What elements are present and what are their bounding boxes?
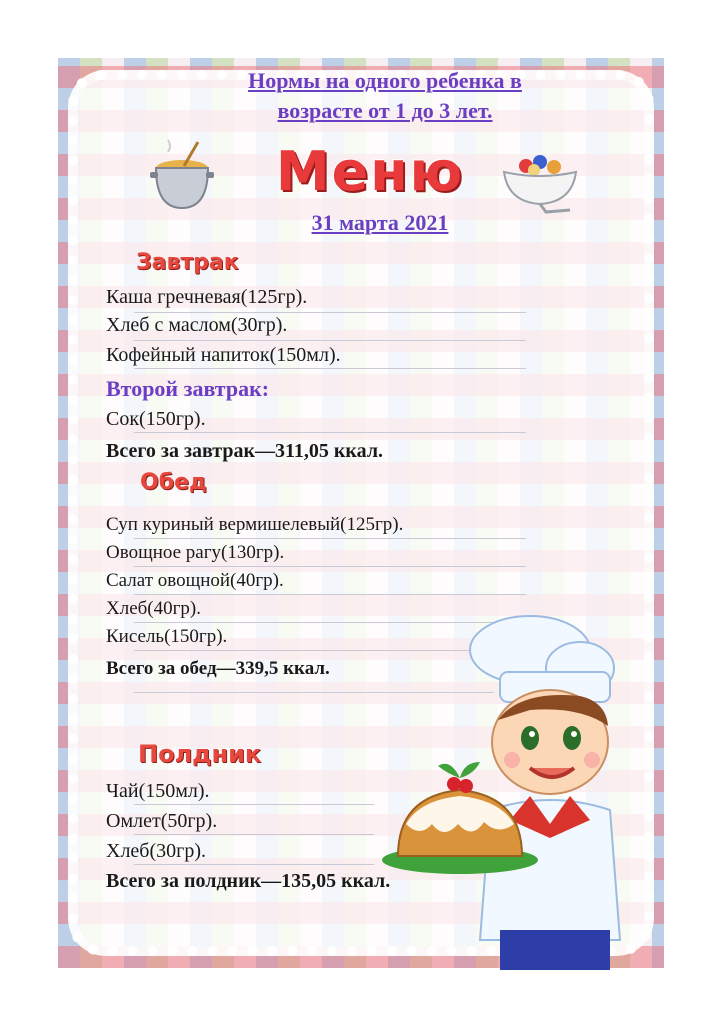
breakfast-rule-3 — [134, 368, 526, 369]
breakfast-rule-2 — [134, 340, 526, 341]
breakfast-item-1: Каша гречневая(125гр). — [106, 286, 308, 308]
header-line-2: возрасте от 1 до 3 лет. — [277, 98, 493, 123]
breakfast-item-3: Кофейный напиток(150мл). — [106, 344, 341, 366]
menu-title: Меню — [275, 140, 465, 203]
lunch-item-1: Суп куриный вермишелевый(125гр). — [106, 514, 404, 535]
chef-illustration — [380, 610, 660, 970]
snack-rule-3 — [134, 864, 374, 865]
breakfast-item-2: Хлеб с маслом(30гр). — [106, 314, 288, 336]
breakfast-heading: Завтрак — [136, 250, 239, 275]
second-breakfast-rule — [134, 432, 526, 433]
lunch-rule-1 — [134, 538, 526, 539]
menu-date: 31 марта 2021 — [311, 210, 449, 235]
snack-item-1: Чай(150мл). — [106, 780, 210, 802]
lunch-item-5: Кисель(150гр). — [106, 626, 228, 647]
cereal-bowl-icon — [500, 150, 580, 216]
soup-pot-icon — [150, 138, 214, 214]
second-breakfast-heading: Второй завтрак: — [106, 376, 270, 401]
lunch-item-4: Хлеб(40гр). — [106, 598, 201, 619]
snack-total: Всего за полдник—135,05 ккал. — [106, 870, 391, 892]
header-line-1: Нормы на одного ребенка в — [248, 68, 522, 93]
lunch-item-2: Овощное рагу(130гр). — [106, 542, 285, 563]
snack-item-3: Хлеб(30гр). — [106, 840, 206, 862]
lunch-rule-2 — [134, 566, 526, 567]
second-breakfast-item-1: Сок(150гр). — [106, 408, 206, 430]
snack-rule-1 — [134, 804, 374, 805]
snack-heading: Полдник — [138, 740, 262, 768]
breakfast-total: Всего за завтрак—311,05 ккал. — [106, 440, 384, 462]
lunch-heading: Обед — [140, 470, 207, 495]
snack-rule-2 — [134, 834, 374, 835]
lunch-item-3: Салат овощной(40гр). — [106, 570, 284, 591]
lunch-total: Всего за обед—339,5 ккал. — [106, 658, 330, 679]
lunch-rule-3 — [134, 594, 526, 595]
snack-item-2: Омлет(50гр). — [106, 810, 218, 832]
page-header — [170, 66, 600, 126]
